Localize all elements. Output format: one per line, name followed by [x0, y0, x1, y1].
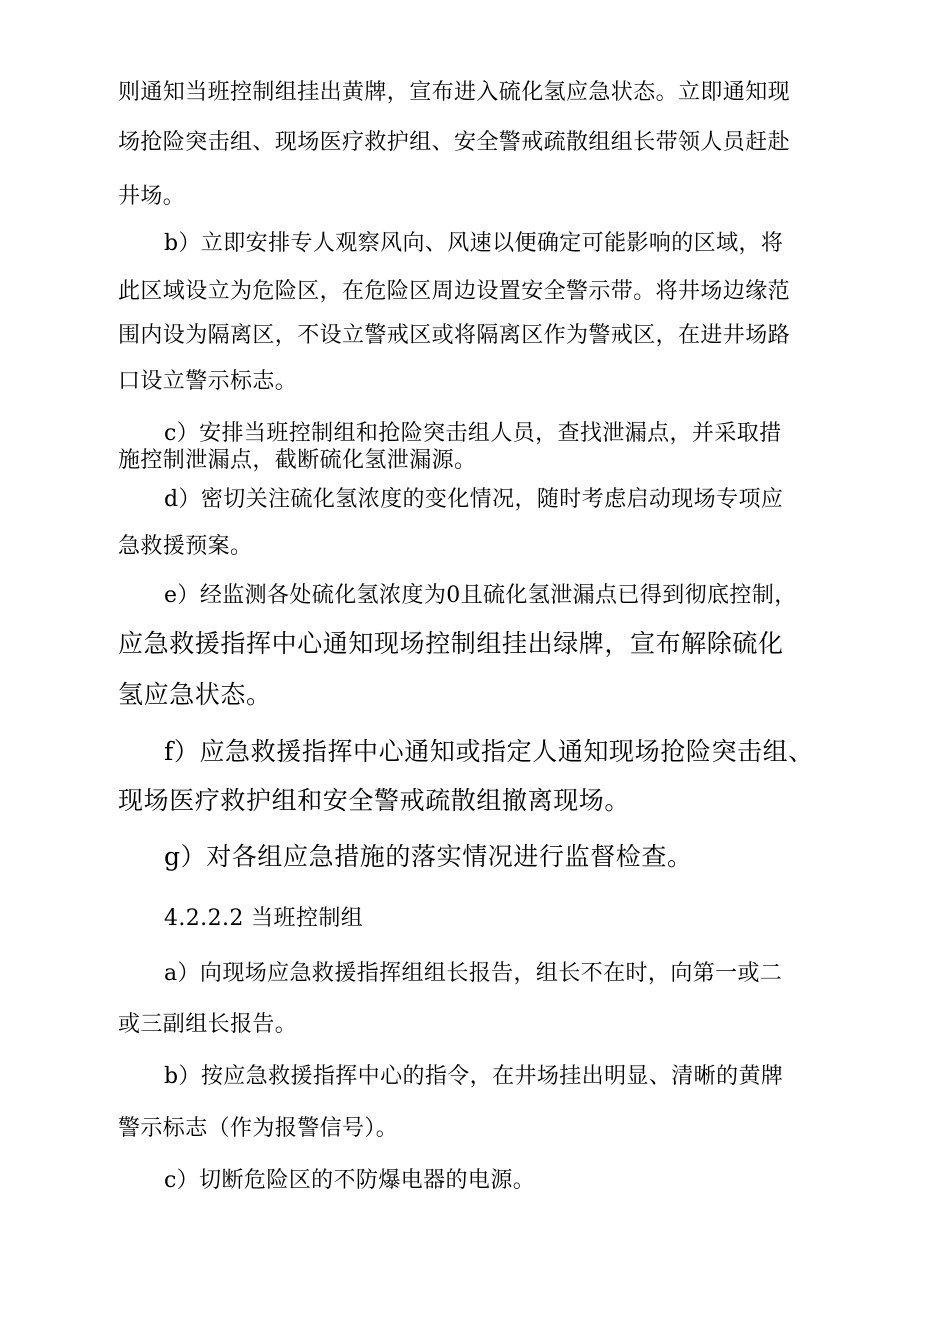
paragraph-c1-line-2: 施控制泄漏点，截断硫化氢泄漏源。 — [118, 448, 477, 473]
paragraph-intro-line-2: 场抢险突击组、现场医疗救护组、安全警戒疏散组组长带领人员赶赴 — [118, 130, 791, 155]
paragraph-a2-line-1: a）向现场应急救援指挥组组长报告，组长不在时，向第一或二 — [164, 961, 783, 986]
paragraph-f1-line-2: 现场医疗救护组和安全警戒疏散组撤离现场。 — [118, 786, 631, 815]
paragraph-b2-line-2: 警示标志（作为报警信号）。 — [118, 1116, 399, 1141]
paragraph-e1-line-2: 应急救援指挥中心通知现场控制组挂出绿牌，宣布解除硫化 — [118, 629, 784, 658]
paragraph-c2-line-1: c）切断危险区的不防爆电器的电源。 — [164, 1168, 536, 1193]
paragraph-f1-line-1: f）应急救援指挥中心通知或指定人通知现场抢险突击组、 — [164, 737, 814, 766]
paragraph-intro-line-1: 则通知当班控制组挂出黄牌，宣布进入硫化氢应急状态。立即通知现 — [118, 80, 791, 105]
paragraph-b1-line-4: 口设立警示标志。 — [118, 369, 298, 394]
paragraph-e1-line-3: 氢应急状态。 — [118, 680, 272, 709]
paragraph-b2-line-1: b）按应急救援指挥中心的指令，在井场挂出明显、清晰的黄牌 — [164, 1064, 784, 1089]
paragraph-d1-line-2: 急救援预案。 — [118, 534, 253, 559]
paragraph-b1-line-2: 此区域设立为危险区，在危险区周边设置安全警示带。将井场边缘范 — [118, 279, 791, 304]
paragraph-e1-line-1: e）经监测各处硫化氢浓度为0且硫化氢泄漏点已得到彻底控制， — [164, 583, 797, 608]
section-heading-4-2-2-2: 4.2.2.2 当班控制组 — [164, 906, 364, 931]
paragraph-b1-line-1: b）立即安排专人观察风向、风速以便确定可能影响的区域，将 — [164, 231, 784, 256]
paragraph-b1-line-3: 围内设为隔离区，不设立警戒区或将隔离区作为警戒区，在进井场路 — [118, 323, 791, 348]
paragraph-c1-line-1: c）安排当班控制组和抢险突击组人员，查找泄漏点，并采取措 — [164, 421, 782, 446]
paragraph-g1-line-1: g）对各组应急措施的落实情况进行监督检查。 — [164, 842, 693, 871]
paragraph-d1-line-1: d）密切关注硫化氢浓度的变化情况，随时考虑启动现场专项应 — [164, 487, 784, 512]
paragraph-a2-line-2: 或三副组长报告。 — [118, 1012, 298, 1037]
paragraph-intro-line-3: 井场。 — [118, 184, 186, 209]
